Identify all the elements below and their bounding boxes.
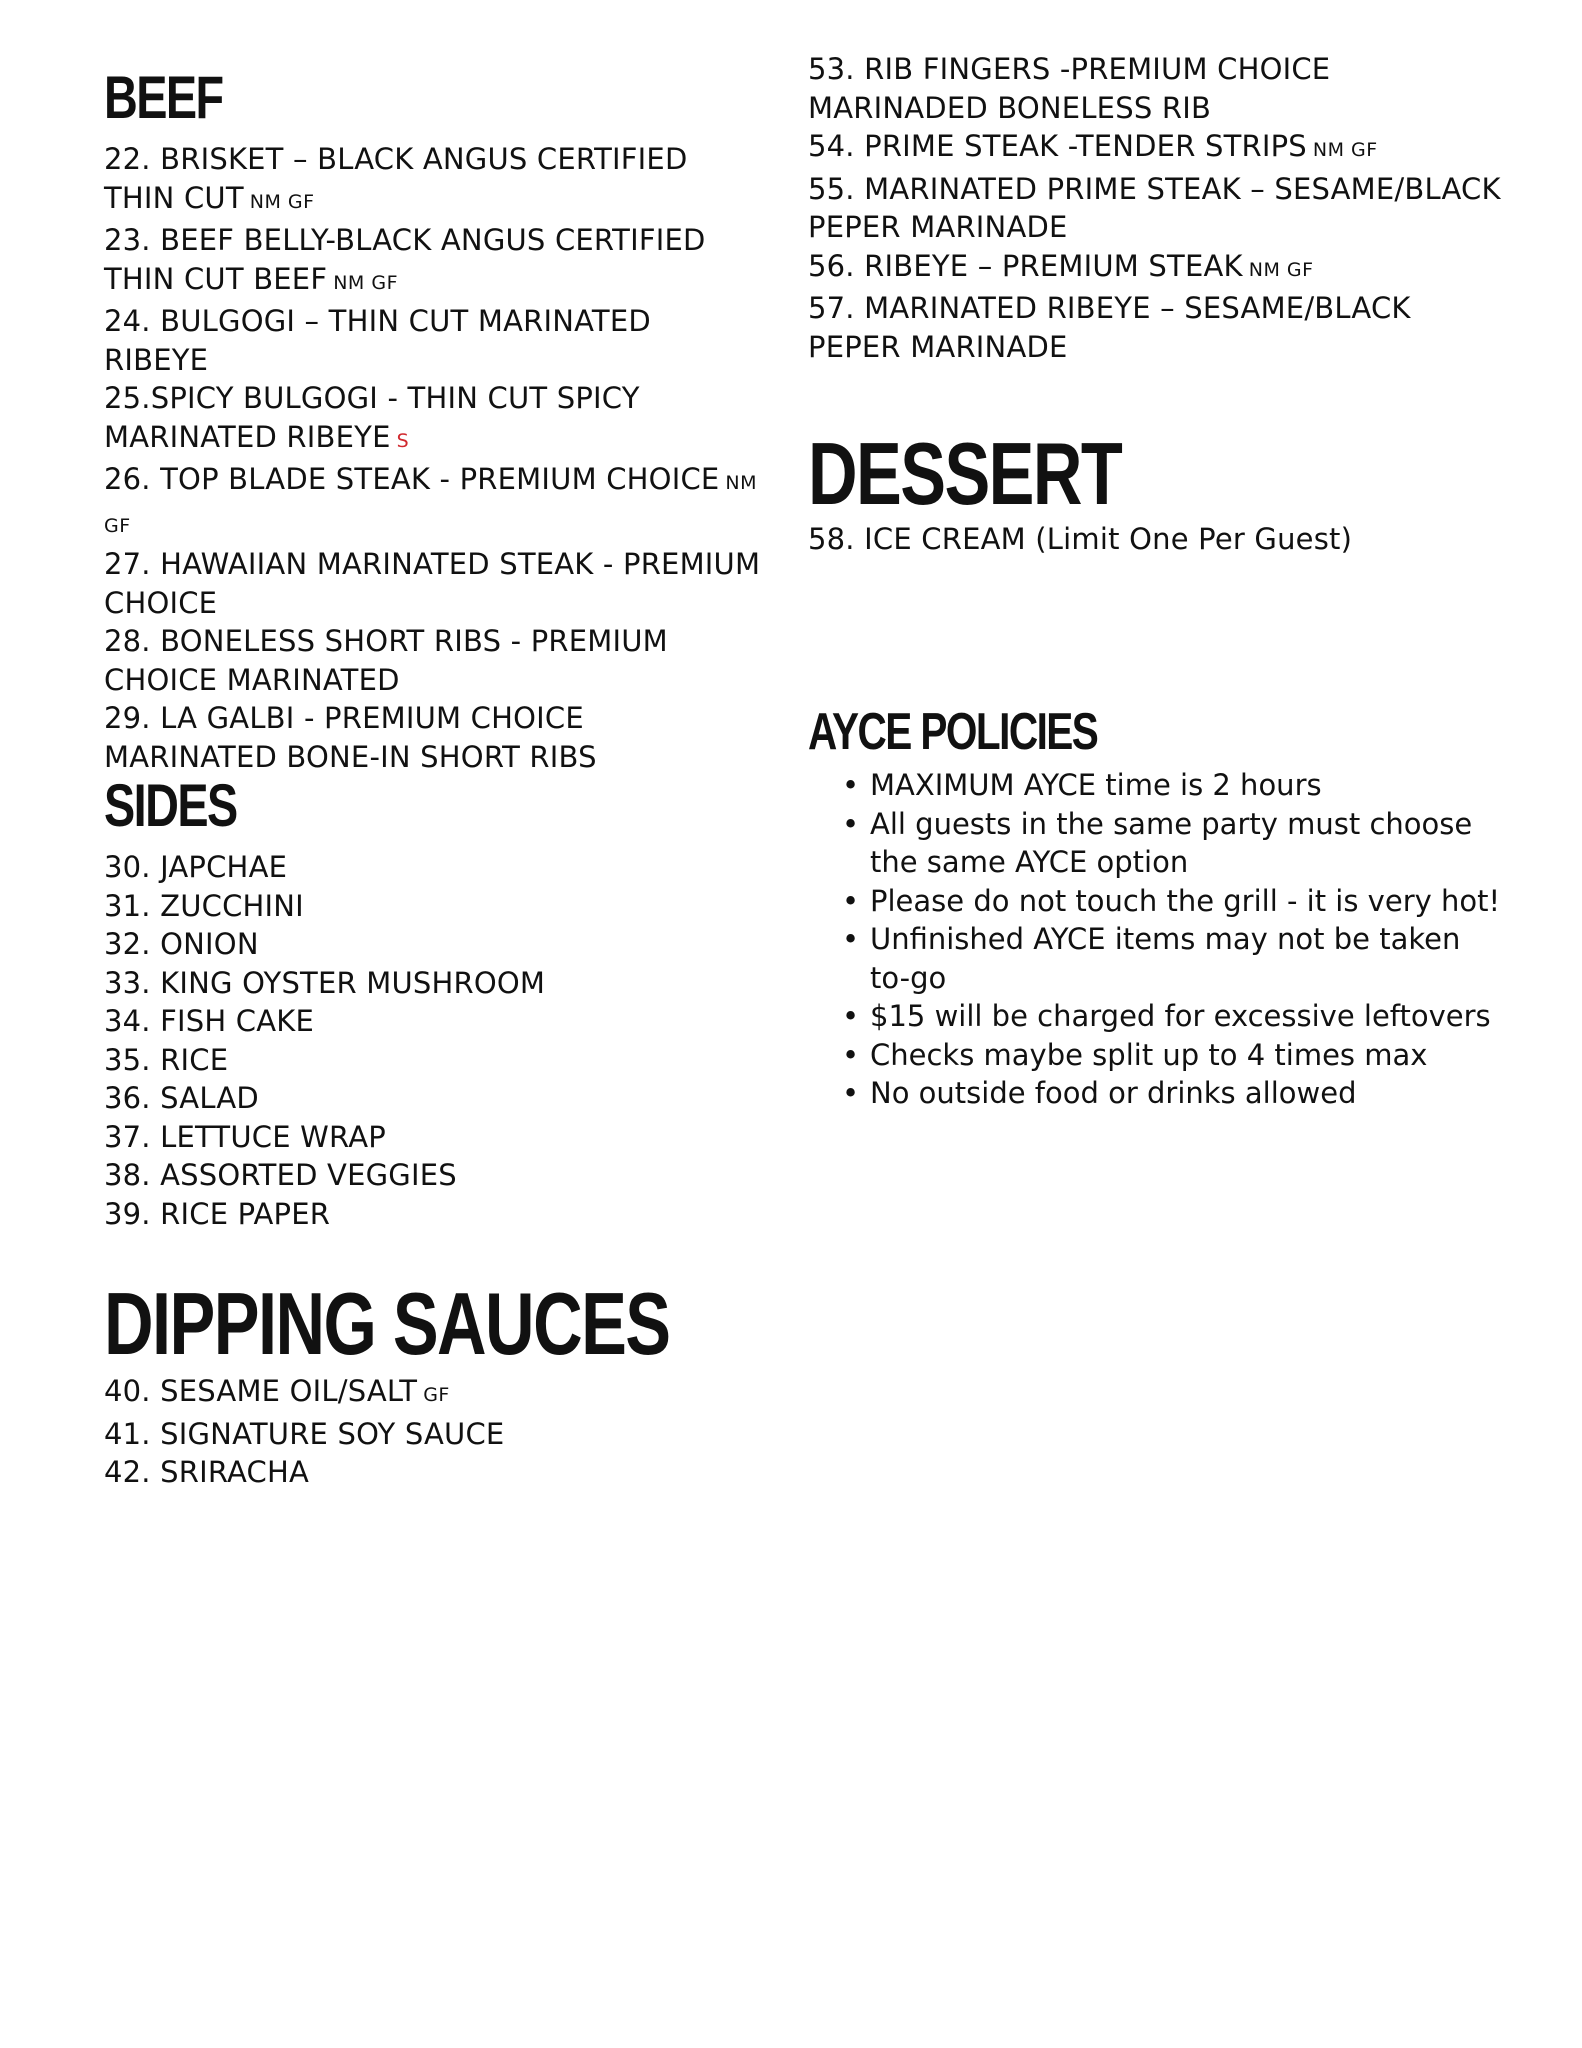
bullet-icon: • (842, 883, 860, 918)
menu-item: 56. RIBEYE – PREMIUM STEAK NM GF (808, 248, 1314, 283)
menu-item: 27. HAWAIIAN MARINATED STEAK - PREMIUM CHOICE (104, 547, 761, 620)
policy-item: • All guests in the same party must choose the same AYCE option (842, 806, 1473, 879)
diet-tag: NM GF (333, 271, 399, 294)
diet-tag: NM GF (249, 190, 315, 213)
spicy-tag: S (396, 429, 410, 452)
menu-item: 54. PRIME STEAK -TENDER STRIPS NM GF (808, 129, 1378, 163)
diet-tag: NM GF (104, 472, 758, 537)
menu-item: 35. RICE (104, 1042, 229, 1077)
policy-item: • No outside food or drinks allowed (808, 1074, 1508, 1113)
menu-item: 57. MARINATED RIBEYE – SESAME/BLACK PEPER MARINADE (808, 291, 1411, 364)
beef-continued-list (808, 50, 1508, 366)
beef-heading: BEEF (104, 64, 223, 131)
bullet-icon: • (842, 806, 860, 841)
menu-item: 32. ONION (104, 927, 259, 961)
menu-item: 24. BULGOGI – THIN CUT MARINATED RIBEYE (104, 304, 651, 377)
menu-item: 23. BEEF BELLY-BLACK ANGUS CERTIFIED THIN CUT BEEF NM GF (104, 223, 706, 296)
dessert-heading: DESSERT (808, 424, 1122, 523)
menu-item: 25.SPICY BULGOGI - THIN CUT SPICY MARINATED RIBEYE S (104, 381, 640, 454)
diet-tag: NM GF (1312, 139, 1378, 161)
policy-item: • Checks maybe split up to 4 times max (808, 1036, 1508, 1075)
diet-tag: NM GF (1248, 258, 1314, 281)
policies-list (808, 766, 1508, 1113)
diet-tag: GF (423, 1384, 450, 1406)
bullet-icon: • (842, 768, 860, 802)
menu-item: 58. ICE CREAM (Limit One Per Guest) (808, 522, 1353, 556)
policy-item: • Unfinished AYCE items may not be taken to-go (842, 922, 1461, 995)
menu-item: 41. SIGNATURE SOY SAUCE (104, 1416, 505, 1451)
menu-item: 34. FISH CAKE (104, 1004, 315, 1038)
policy-item: • MAXIMUM AYCE time is 2 hours (808, 766, 1508, 805)
menu-item: 22. BRISKET – BLACK ANGUS CERTIFIED THIN CUT NM GF (104, 142, 688, 215)
menu-item: 29. LA GALBI - PREMIUM CHOICE MARINATED BONE-IN SHORT RIBS (104, 701, 597, 774)
menu-item: 26. TOP BLADE STEAK - PREMIUM CHOICE NM GF (104, 462, 758, 537)
menu-item: 39. RICE PAPER (104, 1196, 331, 1231)
policy-item: • Please do not touch the grill - it is very hot! (808, 882, 1508, 921)
menu-item: 42. SRIRACHA (104, 1455, 310, 1489)
bullet-icon: • (842, 922, 860, 956)
menu-item: 38. ASSORTED VEGGIES (104, 1158, 457, 1192)
beef-list (104, 140, 764, 776)
menu-item: 31. ZUCCHINI (104, 888, 304, 923)
bullet-icon: • (842, 1076, 860, 1110)
bullet-icon: • (842, 999, 860, 1033)
sides-list (104, 848, 545, 1233)
bullet-icon: • (842, 1037, 860, 1072)
menu-item: 28. BONELESS SHORT RIBS - PREMIUM CHOICE MARINATED (104, 624, 668, 697)
menu-item: 37. LETTUCE WRAP (104, 1119, 386, 1154)
menu-item: 30. JAPCHAE (104, 850, 288, 884)
dessert-list (808, 520, 1352, 559)
dipping-sauces-heading: DIPPING SAUCES (104, 1274, 670, 1373)
menu-item: 55. MARINATED PRIME STEAK – SESAME/BLACK PEPER MARINADE (808, 171, 1501, 244)
sides-heading: SIDES (104, 772, 237, 839)
dipping-sauces-list (104, 1372, 504, 1492)
menu-item: 33. KING OYSTER MUSHROOM (104, 965, 546, 1000)
menu-item: 53. RIB FINGERS -PREMIUM CHOICE MARINADED BONELESS RIB (808, 52, 1331, 125)
menu-item: 36. SALAD (104, 1081, 259, 1115)
policies-heading: AYCE POLICIES (808, 703, 1098, 761)
menu-item: 40. SESAME OIL/SALT GF (104, 1374, 450, 1408)
policy-item: • $15 will be charged for excessive leftovers (808, 997, 1508, 1036)
